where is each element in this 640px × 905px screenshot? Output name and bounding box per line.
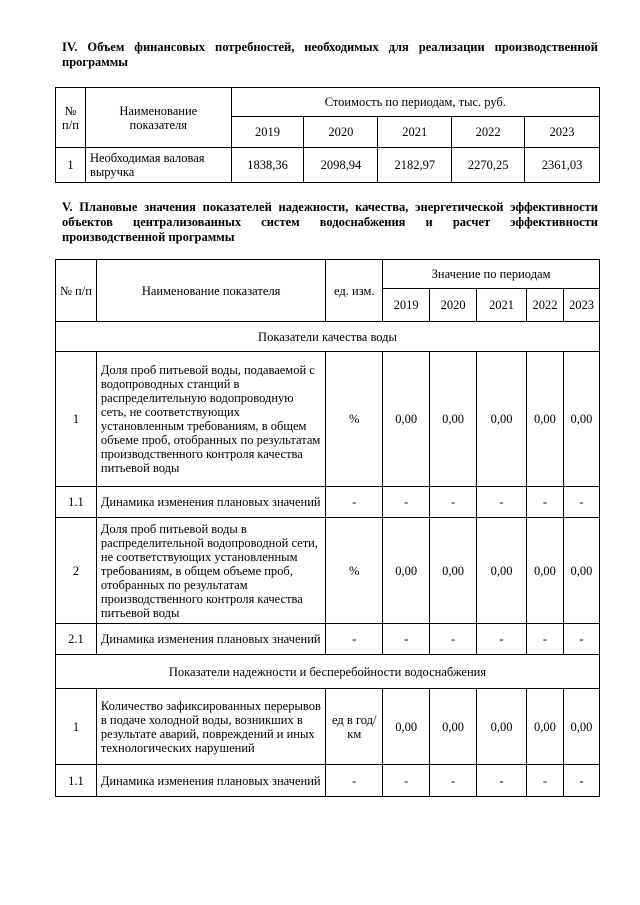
row-value: 0,00	[430, 689, 477, 765]
row-value: 0,00	[563, 689, 599, 765]
row-value: -	[526, 765, 563, 797]
row-value: 0,00	[563, 518, 599, 624]
row-value: 0,00	[383, 518, 430, 624]
row-name: Доля проб питьевой воды, подаваемой с водопроводных станций в распределительную водопроводную сеть, не соответствующих установленным требованиям, в общем объеме проб, отобранных по результатам производственного контроля качества питьевой воды	[96, 352, 325, 487]
row-value: -	[430, 765, 477, 797]
row-value: -	[430, 624, 477, 655]
header-unit: ед. изм.	[326, 260, 383, 322]
row-value: 2270,25	[452, 148, 525, 183]
row-unit: %	[326, 518, 383, 624]
row-value: -	[477, 487, 527, 518]
row-value: 0,00	[477, 689, 527, 765]
header-num: № п/п	[56, 260, 97, 322]
year-header: 2020	[304, 117, 378, 148]
row-name: Количество зафиксированных перерывов в подаче холодной воды, возникших в результате аварий, повреждений и иных технологических нарушений	[96, 689, 325, 765]
row-name: Доля проб питьевой воды в распределительной водопроводной сети, не соответствующих установленным требованиям, в общем объеме проб, отобранных по результатам производственного контроля качества питьевой воды	[96, 518, 325, 624]
header-name: Наименование показателя	[85, 88, 231, 148]
row-value: -	[477, 624, 527, 655]
row-value: 0,00	[563, 352, 599, 487]
row-value: -	[563, 487, 599, 518]
row-value: -	[477, 765, 527, 797]
row-unit: -	[326, 624, 383, 655]
row-value: -	[526, 487, 563, 518]
table-row	[56, 624, 600, 655]
row-unit: -	[326, 765, 383, 797]
row-num: 2.1	[56, 624, 97, 655]
row-value: -	[563, 624, 599, 655]
table-row	[56, 518, 600, 624]
section-5-title: V. Плановые значения показателей надежности, качества, энергетической эффективности объектов централизованных систем водоснабжения и расчет эффективности производственной программы	[62, 200, 598, 244]
table-row	[56, 689, 600, 765]
year-header: 2021	[378, 117, 452, 148]
year-header: 2019	[231, 117, 304, 148]
row-num: 1	[56, 148, 86, 183]
row-value: -	[383, 765, 430, 797]
year-header: 2023	[563, 289, 599, 322]
row-num: 1.1	[56, 765, 97, 797]
row-num: 1.1	[56, 487, 97, 518]
row-value: 0,00	[477, 518, 527, 624]
header-cost: Стоимость по периодам, тыс. руб.	[231, 88, 599, 117]
row-value: 0,00	[383, 689, 430, 765]
year-header: 2021	[477, 289, 527, 322]
row-value: 0,00	[430, 352, 477, 487]
header-num: № п/п	[56, 88, 86, 148]
row-value: 0,00	[526, 689, 563, 765]
row-value: -	[383, 624, 430, 655]
row-num: 1	[56, 689, 97, 765]
year-header: 2019	[383, 289, 430, 322]
row-value: 0,00	[477, 352, 527, 487]
table-row	[56, 765, 600, 797]
row-unit: ед в год/ км	[326, 689, 383, 765]
group-title: Показатели качества воды	[56, 322, 600, 352]
year-header: 2022	[526, 289, 563, 322]
row-name: Необходимая валовая выручка	[85, 148, 231, 183]
row-value: 0,00	[526, 352, 563, 487]
row-value: -	[430, 487, 477, 518]
row-name: Динамика изменения плановых значений	[96, 624, 325, 655]
row-value: 0,00	[526, 518, 563, 624]
row-num: 1	[56, 352, 97, 487]
row-value: 2098,94	[304, 148, 378, 183]
row-value: 0,00	[430, 518, 477, 624]
table-row	[56, 352, 600, 487]
row-name: Динамика изменения плановых значений	[96, 765, 325, 797]
financial-needs-table	[55, 87, 600, 183]
row-name: Динамика изменения плановых значений	[96, 487, 325, 518]
year-header: 2023	[525, 117, 600, 148]
year-header: 2022	[452, 117, 525, 148]
table-row	[56, 487, 600, 518]
group-title: Показатели надежности и бесперебойности водоснабжения	[56, 655, 600, 689]
row-value: -	[383, 487, 430, 518]
header-value: Значение по периодам	[383, 260, 600, 289]
section-4-title: IV. Объем финансовых потребностей, необходимых для реализации производственной программы	[62, 40, 598, 69]
row-unit: -	[326, 487, 383, 518]
row-num: 2	[56, 518, 97, 624]
row-value: 2182,97	[378, 148, 452, 183]
row-value: -	[526, 624, 563, 655]
row-value: 0,00	[383, 352, 430, 487]
row-value: -	[563, 765, 599, 797]
row-value: 1838,36	[231, 148, 304, 183]
row-unit: %	[326, 352, 383, 487]
indicators-table	[55, 259, 600, 797]
row-value: 2361,03	[525, 148, 600, 183]
table-row	[56, 148, 600, 183]
header-name: Наименование показателя	[96, 260, 325, 322]
year-header: 2020	[430, 289, 477, 322]
